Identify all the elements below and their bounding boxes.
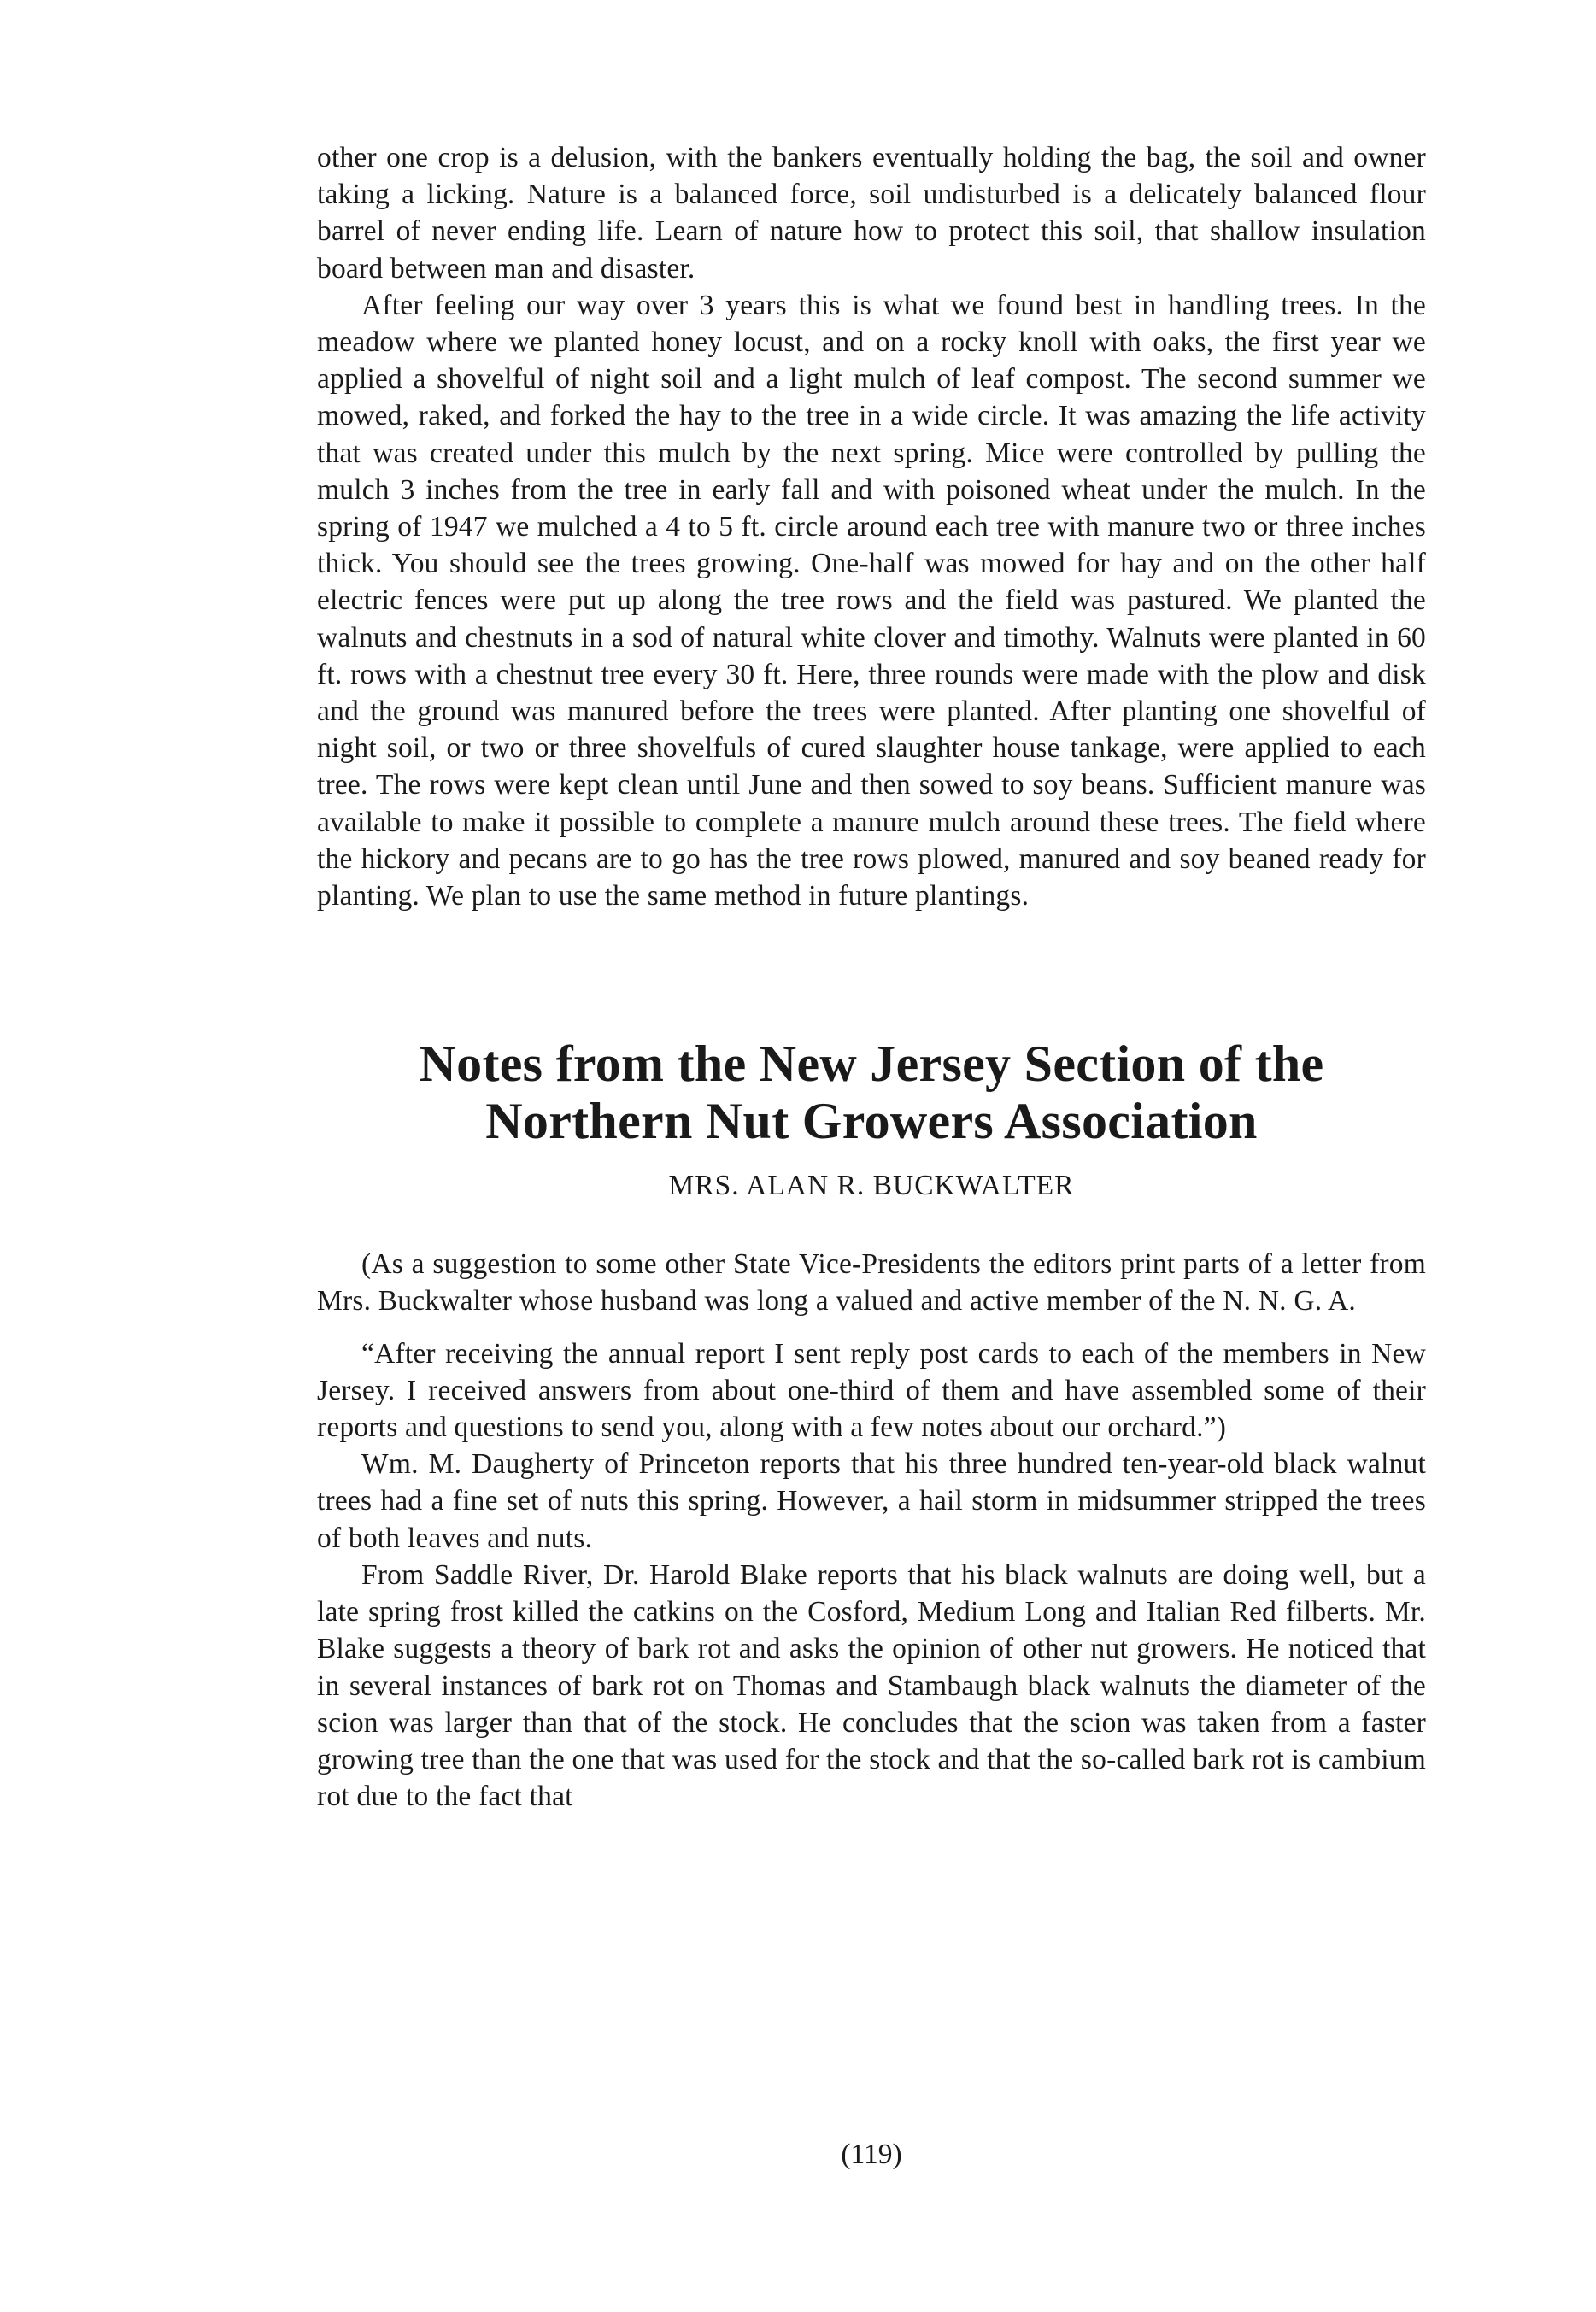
page-number: (119) [841,2139,902,2170]
daugherty-report-paragraph: Wm. M. Daugherty of Princeton reports that his three hundred ten-year-old black walnut trees had a fine set of nuts this spring. However, a hail storm in midsummer stripped the trees of both leaves and nuts. [317,1448,1426,1554]
article-title-line-2: Northern Nut Growers Association [485,1093,1258,1150]
continuation-paragraph-1: other one crop is a delusion, with the bankers eventually holding the bag, the soil and owner taking a licking. Nature is a balanced force, soil undisturbed is a delicately balanced flour barrel of never ending life. Learn of nature how to protect this soil, that shallow insulation board between man and disaster. [317,142,1426,285]
article-author: MRS. ALAN R. BUCKWALTER [668,1170,1075,1202]
document-page [317,139,1426,1815]
article-title-line-1: Notes from the New Jersey Section of the [419,1036,1324,1093]
letter-quote-paragraph: “After receiving the annual report I sent reply post cards to each of the members in New Jersey. I received answers from about one-third of them and have assembled some of their reports and questions to send you, along with a few notes about our orchard.”) [317,1337,1426,1444]
blake-report-paragraph: From Saddle River, Dr. Harold Blake reports that his black walnuts are doing well, but a late spring frost killed the catkins on the Cosford, Medium Long and Italian Red filberts. Mr. Blake suggests a theory of bark rot and asks the opinion of other nut growers. He noticed that in several instances of bark rot on Thomas and Stambaugh black walnuts the diameter of the scion was larger than that of the stock. He concludes that the scion was taken from a faster growing tree than the one that was used for the stock and that the so-called bark rot is cambium rot due to the fact that [317,1558,1426,1813]
editor-note-paragraph: (As a suggestion to some other State Vice-Presidents the editors print parts of a letter from Mrs. Buckwalter whose husband was long a valued and active member of the N. N. G. A. [317,1248,1426,1317]
continuation-paragraph-2: After feeling our way over 3 years this is what we found best in handling trees. In the meadow where we planted honey locust, and on a rocky knoll with oaks, the first year we applied a shovelful of night soil and a light mulch of leaf compost. The second summer we mowed, raked, and forked the hay to the tree in a wide circle. It was amazing the life activity that was created under this mulch by the next spring. Mice were controlled by pulling the mulch 3 inches from the tree in early fall and with poisoned wheat under the mulch. In the spring of 1947 we mulched a 4 to 5 ft. circle around each tree with manure two or three inches thick. You should see the trees growing. One-half was mowed for hay and on the other half electric fences were put up along the tree rows and the field was pastured. We planted the walnuts and chestnuts in a sod of natural white clover and timothy. Walnuts were planted in 60 ft. rows with a chestnut tree every 30 ft. Here, three rounds were made with the plow and disk and the ground was manured before the trees were planted. After planting one shovelful of night soil, or two or three shovelfuls of cured slaughter house tankage, were applied to each tree. The rows were kept clean until June and then sowed to soy beans. Sufficient manure was available to make it possible to complete a manure mulch around these trees. The field where the hickory and pecans are to go has the tree rows plowed, manured and soy beaned ready for planting. We plan to use the same method in future plantings. [317,289,1426,912]
article-title [317,1036,1426,1150]
